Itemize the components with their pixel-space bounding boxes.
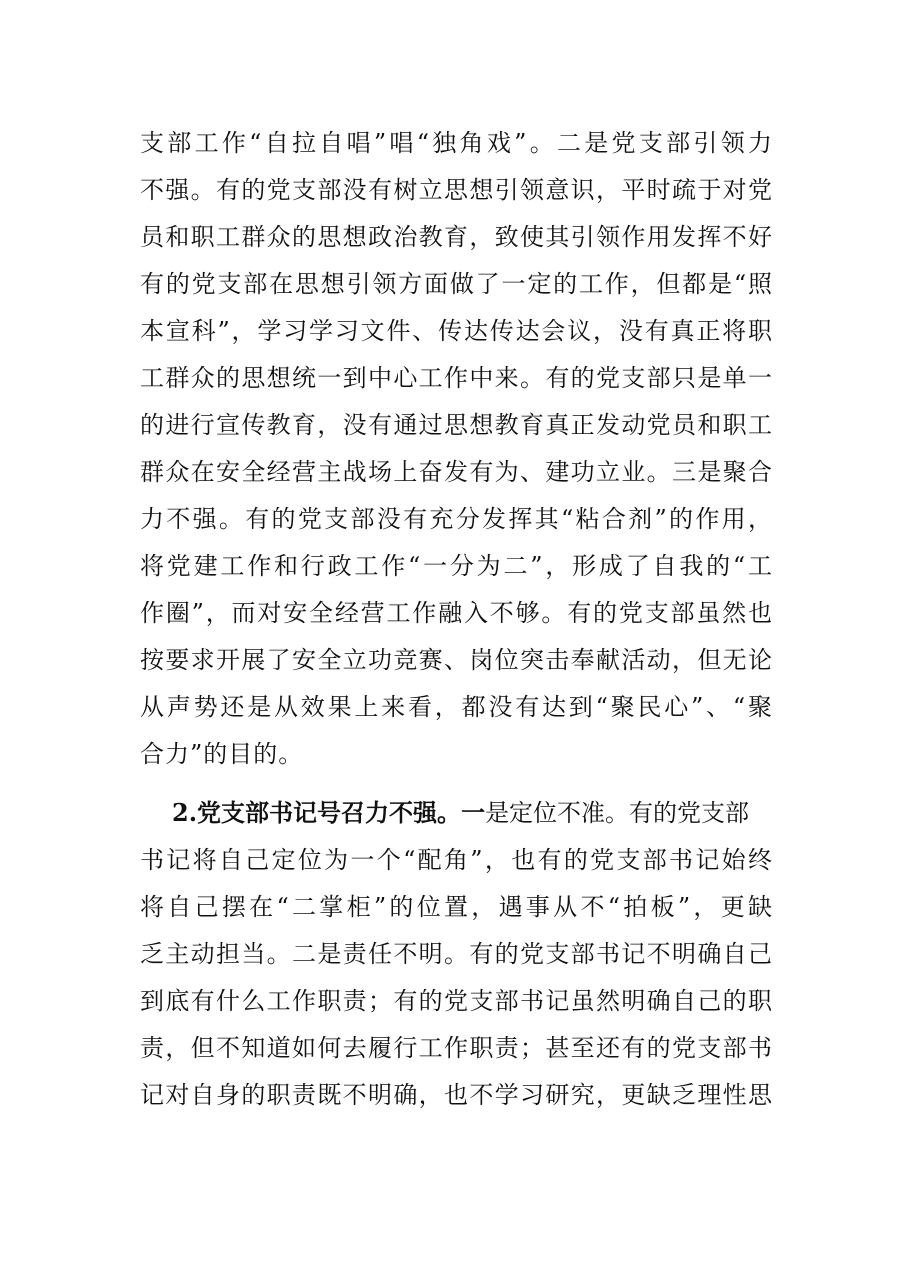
body-line: 有的党支部在思想引领方面做了一定的工作，但都是“照 bbox=[140, 270, 772, 298]
body-line: 乏主动担当。二是责任不明。有的党支部书记不明确自己 bbox=[140, 940, 772, 968]
body-line: 作圈”，而对安全经营工作融入不够。有的党支部虽然也 bbox=[140, 599, 772, 627]
body-line: 按要求开展了安全立功竞赛、岗位突击奉献活动，但无论 bbox=[140, 646, 772, 674]
body-line: 工群众的思想统一到中心工作中来。有的党支部只是单一 bbox=[140, 364, 772, 392]
body-line: 到底有什么工作职责；有的党支部书记虽然明确自己的职 bbox=[140, 987, 772, 1015]
section-2-heading-tail: 一 bbox=[461, 798, 486, 827]
body-line: 责，但不知道如何去履行工作职责；甚至还有的党支部书 bbox=[140, 1034, 772, 1062]
body-line: 不强。有的党支部没有树立思想引领意识，平时疏于对党 bbox=[140, 176, 772, 204]
body-line: 力不强。有的党支部没有充分发挥其“粘合剂”的作用， bbox=[140, 505, 772, 533]
body-line: 书记将自己定位为一个“配角”，也有的党支部书记始终 bbox=[140, 846, 772, 874]
body-line: 将党建工作和行政工作“一分为二”，形成了自我的“工 bbox=[140, 552, 772, 580]
body-line: 合力”的目的。 bbox=[140, 740, 304, 768]
body-line: 记对自身的职责既不明确，也不学习研究，更缺乏理性思 bbox=[140, 1081, 772, 1109]
body-line: 本宣科”，学习学习文件、传达传达会议，没有真正将职 bbox=[140, 317, 772, 345]
body-line: 群众在安全经营主战场上奋发有为、建功立业。三是聚合 bbox=[140, 458, 772, 486]
body-line: 员和职工群众的思想政治教育，致使其引领作用发挥不好 bbox=[140, 223, 772, 251]
body-line: 从声势还是从效果上来看，都没有达到“聚民心”、“聚 bbox=[140, 693, 772, 721]
body-line: 的进行宣传教育，没有通过思想教育真正发动党员和职工 bbox=[140, 411, 772, 439]
section-2-first-line bbox=[172, 793, 772, 833]
section-2-heading: 2.党支部书记号召力不强。 bbox=[172, 798, 462, 827]
body-line: 将自己摆在“二掌柜”的位置，遇事从不“拍板”，更缺 bbox=[140, 893, 772, 921]
section-2-first-line-rest: 是定位不准。有的党支部 bbox=[485, 799, 750, 827]
body-line: 支部工作“自拉自唱”唱“独角戏”。二是党支部引领力 bbox=[140, 129, 772, 157]
